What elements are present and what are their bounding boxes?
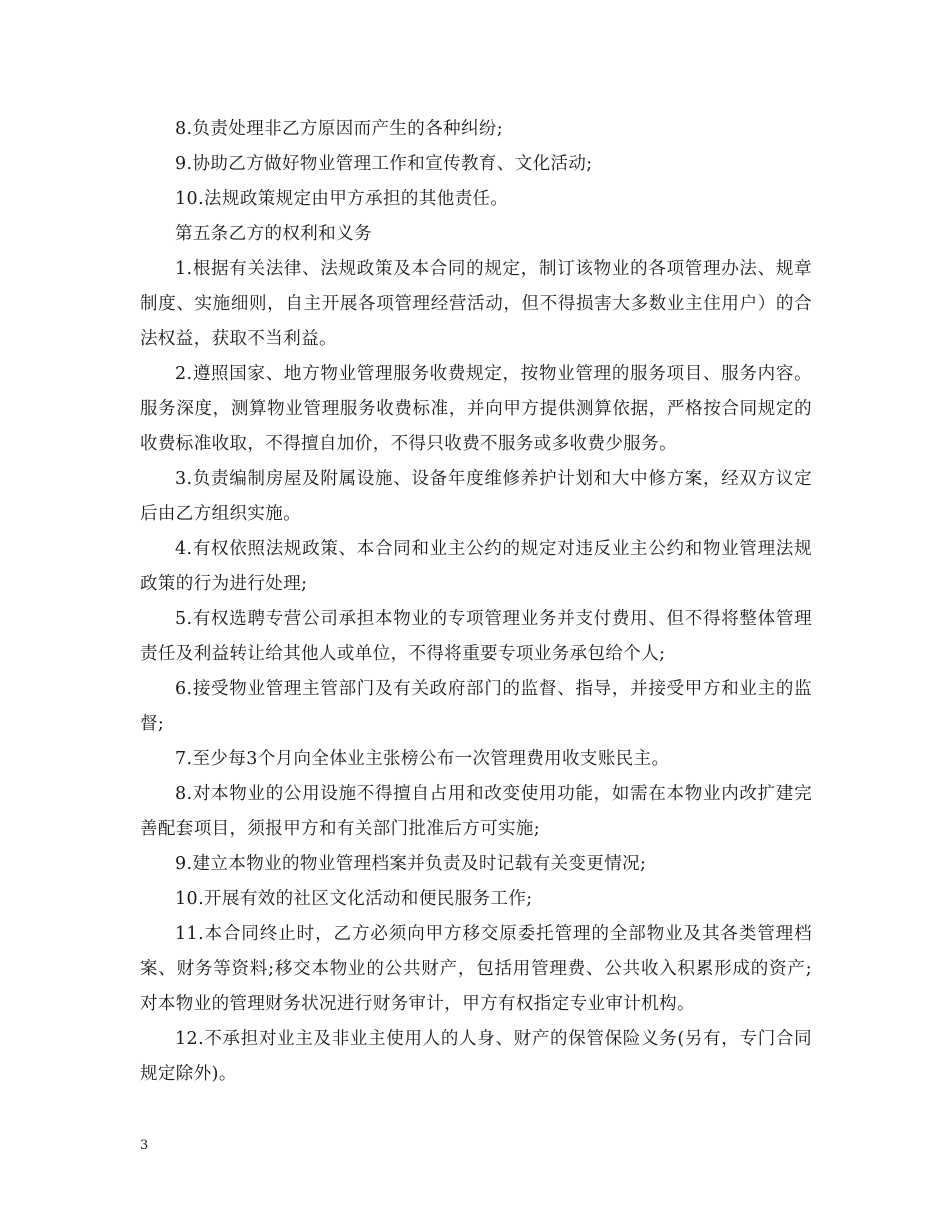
- page-number: 3: [140, 1138, 149, 1153]
- paragraph-9: 5.有权选聘专营公司承担本物业的专项管理业务并支付费用、但不得将整体管理责任及利益转让给其他人或单位，不得将重要专项业务承包给个人;: [140, 609, 812, 664]
- paragraph-14: 10.开展有效的社区文化活动和便民服务工作;: [175, 889, 533, 909]
- paragraph-13: 9.建立本物业的物业管理档案并负责及时记载有关变更情况;: [175, 854, 647, 874]
- paragraph-11: 7.至少每3个月向全体业主张榜公布一次管理费用收支账民主。: [175, 749, 670, 769]
- paragraph-1: 8.负责处理非乙方原因而产生的各种纠纷;: [175, 119, 504, 139]
- paragraph-16: 12.不承担对业主及非业主使用人的人身、财产的保管保险义务(另有，专门合同规定除外)。: [140, 1029, 812, 1084]
- paragraph-3: 10.法规政策规定由甲方承担的其他责任。: [175, 189, 509, 209]
- paragraph-12: 8.对本物业的公用设施不得擅自占用和改变使用功能，如需在本物业内改扩建完善配套项目，须报甲方和有关部门批准后方可实施;: [140, 784, 812, 839]
- paragraph-10: 6.接受物业管理主管部门及有关政府部门的监督、指导，并接受甲方和业主的监督;: [140, 679, 812, 734]
- paragraph-8: 4.有权依照法规政策、本合同和业主公约的规定对违反业主公约和物业管理法规政策的行为进行处理;: [140, 539, 812, 594]
- paragraph-15: 11.本合同终止时，乙方必须向甲方移交原委托管理的全部物业及其各类管理档案、财务等资料;移交本物业的公共财产，包括用管理费、公共收入积累形成的资产;对本物业的管理财务状况进行财务审计，甲方有权指定专业审计机构。: [140, 924, 812, 1014]
- paragraph-5: 1.根据有关法律、法规政策及本合同的规定，制订该物业的各项管理办法、规章制度、实施细则，自主开展各项管理经营活动，但不得损害大多数业主住用户）的合法权益，获取不当利益。: [140, 259, 812, 349]
- section-heading: 第五条乙方的权利和义务: [175, 224, 372, 244]
- document-body: [140, 112, 812, 1092]
- paragraph-7: 3.负责编制房屋及附属设施、设备年度维修养护计划和大中修方案，经双方议定后由乙方组织实施。: [140, 469, 812, 524]
- paragraph-2: 9.协助乙方做好物业管理工作和宣传教育、文化活动;: [175, 154, 593, 174]
- paragraph-6: 2.遵照国家、地方物业管理服务收费规定，按物业管理的服务项目、服务内容。服务深度，测算物业管理服务收费标准，并向甲方提供测算依据，严格按合同规定的收费标准收取，不得擅自加价，不得只收费不服务或多收费少服务。: [140, 364, 812, 454]
